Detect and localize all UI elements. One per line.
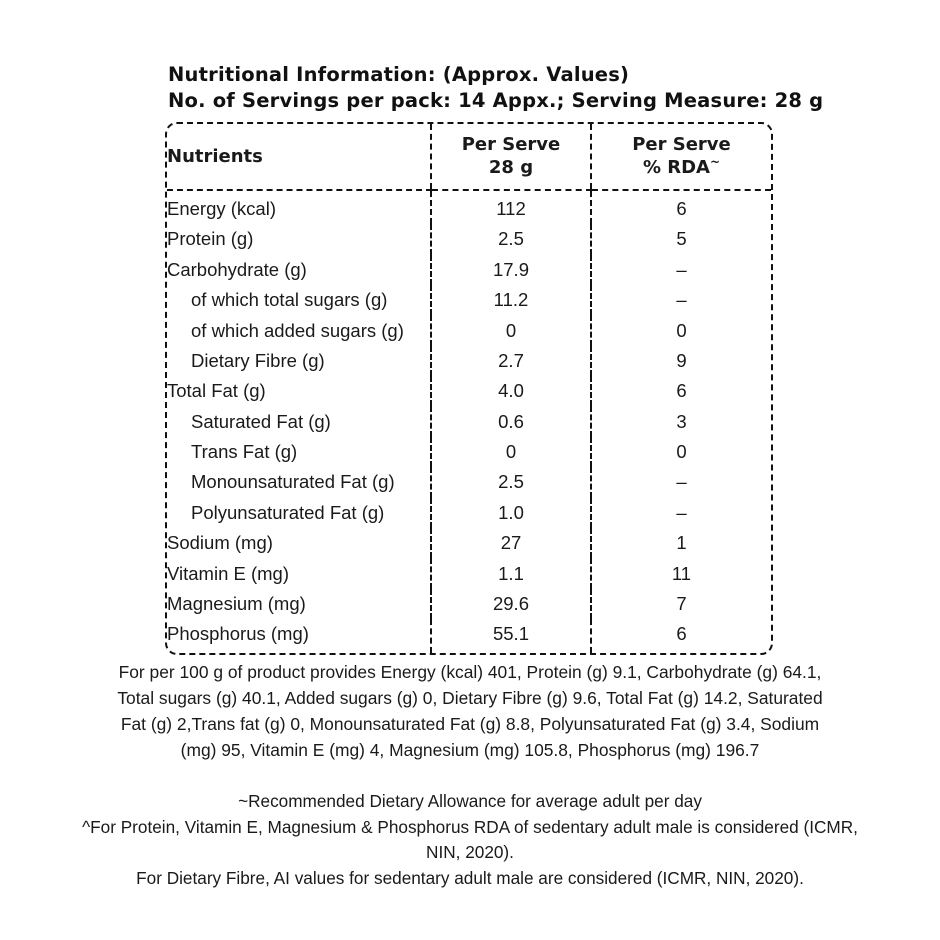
nutrient-per-serve-value: 0 (431, 315, 591, 345)
table-row (167, 346, 771, 376)
per-serve-measure: 28 g (488, 157, 534, 178)
nutrient-rda-value: – (591, 285, 771, 315)
nutrient-per-serve-value: 11.2 (431, 285, 591, 315)
nutrient-name: Monounsaturated Fat (g) (191, 471, 395, 493)
table-row (167, 528, 771, 558)
nutrient-per-serve-value: 0 (431, 437, 591, 467)
rda-label-top: Per Serve (632, 134, 731, 155)
nutrient-per-serve-value: 0.6 (431, 406, 591, 436)
table-row (167, 619, 771, 653)
column-header-per-serve-rda (591, 124, 771, 190)
nutrition-heading-block (168, 62, 828, 114)
per-serve-label: Per Serve (461, 134, 561, 155)
nutrient-per-serve-value: 4.0 (431, 376, 591, 406)
servings-per-pack-line: No. of Servings per pack: 14 Appx.; Serving Measure: 28 g (168, 89, 824, 112)
nutrient-name: Polyunsaturated Fat (g) (191, 501, 385, 523)
table-row (167, 315, 771, 345)
table-row (167, 498, 771, 528)
nutrient-rda-value: 6 (591, 190, 771, 224)
table-row (167, 190, 771, 224)
nutrient-name: Saturated Fat (g) (191, 410, 331, 432)
table-row (167, 224, 771, 254)
nutrient-per-serve-value: 17.9 (431, 255, 591, 285)
nutrient-per-serve-value: 55.1 (431, 619, 591, 653)
rda-label-sub (592, 156, 771, 179)
nutrient-per-serve-value: 2.7 (431, 346, 591, 376)
nutrient-per-serve-value: 29.6 (431, 589, 591, 619)
nutrient-name: Dietary Fibre (g) (191, 349, 325, 371)
nutrient-rda-value: 9 (591, 346, 771, 376)
nutrient-name: Vitamin E (mg) (167, 562, 289, 584)
nutrient-rda-value: 7 (591, 589, 771, 619)
nutrient-name: Phosphorus (mg) (167, 623, 309, 645)
nutritional-information-title: Nutritional Information: (Approx. Values) (168, 63, 630, 86)
table-row (167, 406, 771, 436)
nutrient-name: Carbohydrate (g) (167, 258, 307, 280)
rda-footnote-2: ^For Protein, Vitamin E, Magnesium & Phosphorus RDA of sedentary adult male is considered (ICMR, NIN, 2020). (82, 816, 858, 862)
per-100g-note: For per 100 g of product provides Energy (kcal) 401, Protein (g) 9.1, Carbohydrate (g) 64.1, Total sugars (g) 40.1, Added sugars (g) 0, Dietary Fibre (g) 9.6, Total Fat (g) 14.2, Saturated Fat (g) 2,Trans fat (g) 0, Monounsaturated Fat (g) 8.8, Polyunsaturated Fat (g) 3.4, Sodium (mg) 95, Vitamin E (mg) 4, Magnesium (mg) 105.8, Phosphorus (mg) 196.7 (117, 662, 823, 760)
table-row (167, 285, 771, 315)
nutrient-per-serve-value: 1.1 (431, 558, 591, 588)
table-row (167, 437, 771, 467)
nutrient-rda-value: 5 (591, 224, 771, 254)
table-header-row (167, 124, 771, 190)
table-header (167, 124, 771, 190)
nutrition-facts-table (167, 124, 771, 653)
column-header-nutrients: Nutrients (167, 124, 431, 190)
nutrient-rda-value: 6 (591, 619, 771, 653)
table-row (167, 589, 771, 619)
nutrient-name: Magnesium (mg) (167, 592, 306, 614)
rda-footnote-3: For Dietary Fibre, AI values for sedentary adult male are considered (ICMR, NIN, 2020). (136, 867, 804, 888)
table-row (167, 376, 771, 406)
nutrient-name: Total Fat (g) (167, 380, 266, 402)
nutrient-name: Trans Fat (g) (191, 441, 298, 462)
rda-footnote-1: ~Recommended Dietary Allowance for average adult per day (238, 791, 702, 811)
nutrient-name: Sodium (mg) (167, 532, 273, 554)
nutrient-name: Protein (g) (167, 228, 254, 250)
nutrient-rda-value: 6 (591, 376, 771, 406)
nutrient-per-serve-value: 1.0 (431, 498, 591, 528)
column-header-per-serve (431, 124, 591, 190)
table-body (167, 190, 771, 653)
table-row (167, 558, 771, 588)
table-row (167, 467, 771, 497)
nutrient-rda-value: – (591, 255, 771, 285)
nutrient-rda-value: 1 (591, 528, 771, 558)
nutrient-name: of which total sugars (g) (191, 289, 388, 311)
nutrition-facts-table-container (165, 122, 773, 655)
nutrient-per-serve-value: 2.5 (431, 224, 591, 254)
nutrient-rda-value: 0 (591, 437, 771, 467)
nutrient-rda-value: 3 (591, 406, 771, 436)
rda-percent-text: % RDA (642, 157, 710, 178)
nutrient-rda-value: – (591, 467, 771, 497)
nutrient-rda-value: 0 (591, 315, 771, 345)
rda-footnote-marker: ~ (709, 155, 721, 169)
nutrient-rda-value: – (591, 498, 771, 528)
nutrient-per-serve-value: 112 (431, 190, 591, 224)
nutrient-per-serve-value: 27 (431, 528, 591, 558)
rda-footnotes-block (70, 789, 870, 891)
nutrient-name: Energy (kcal) (167, 198, 276, 219)
nutrient-name: of which added sugars (g) (191, 319, 404, 341)
nutrient-per-serve-value: 2.5 (431, 467, 591, 497)
table-row (167, 255, 771, 285)
nutrient-rda-value: 11 (591, 558, 771, 588)
